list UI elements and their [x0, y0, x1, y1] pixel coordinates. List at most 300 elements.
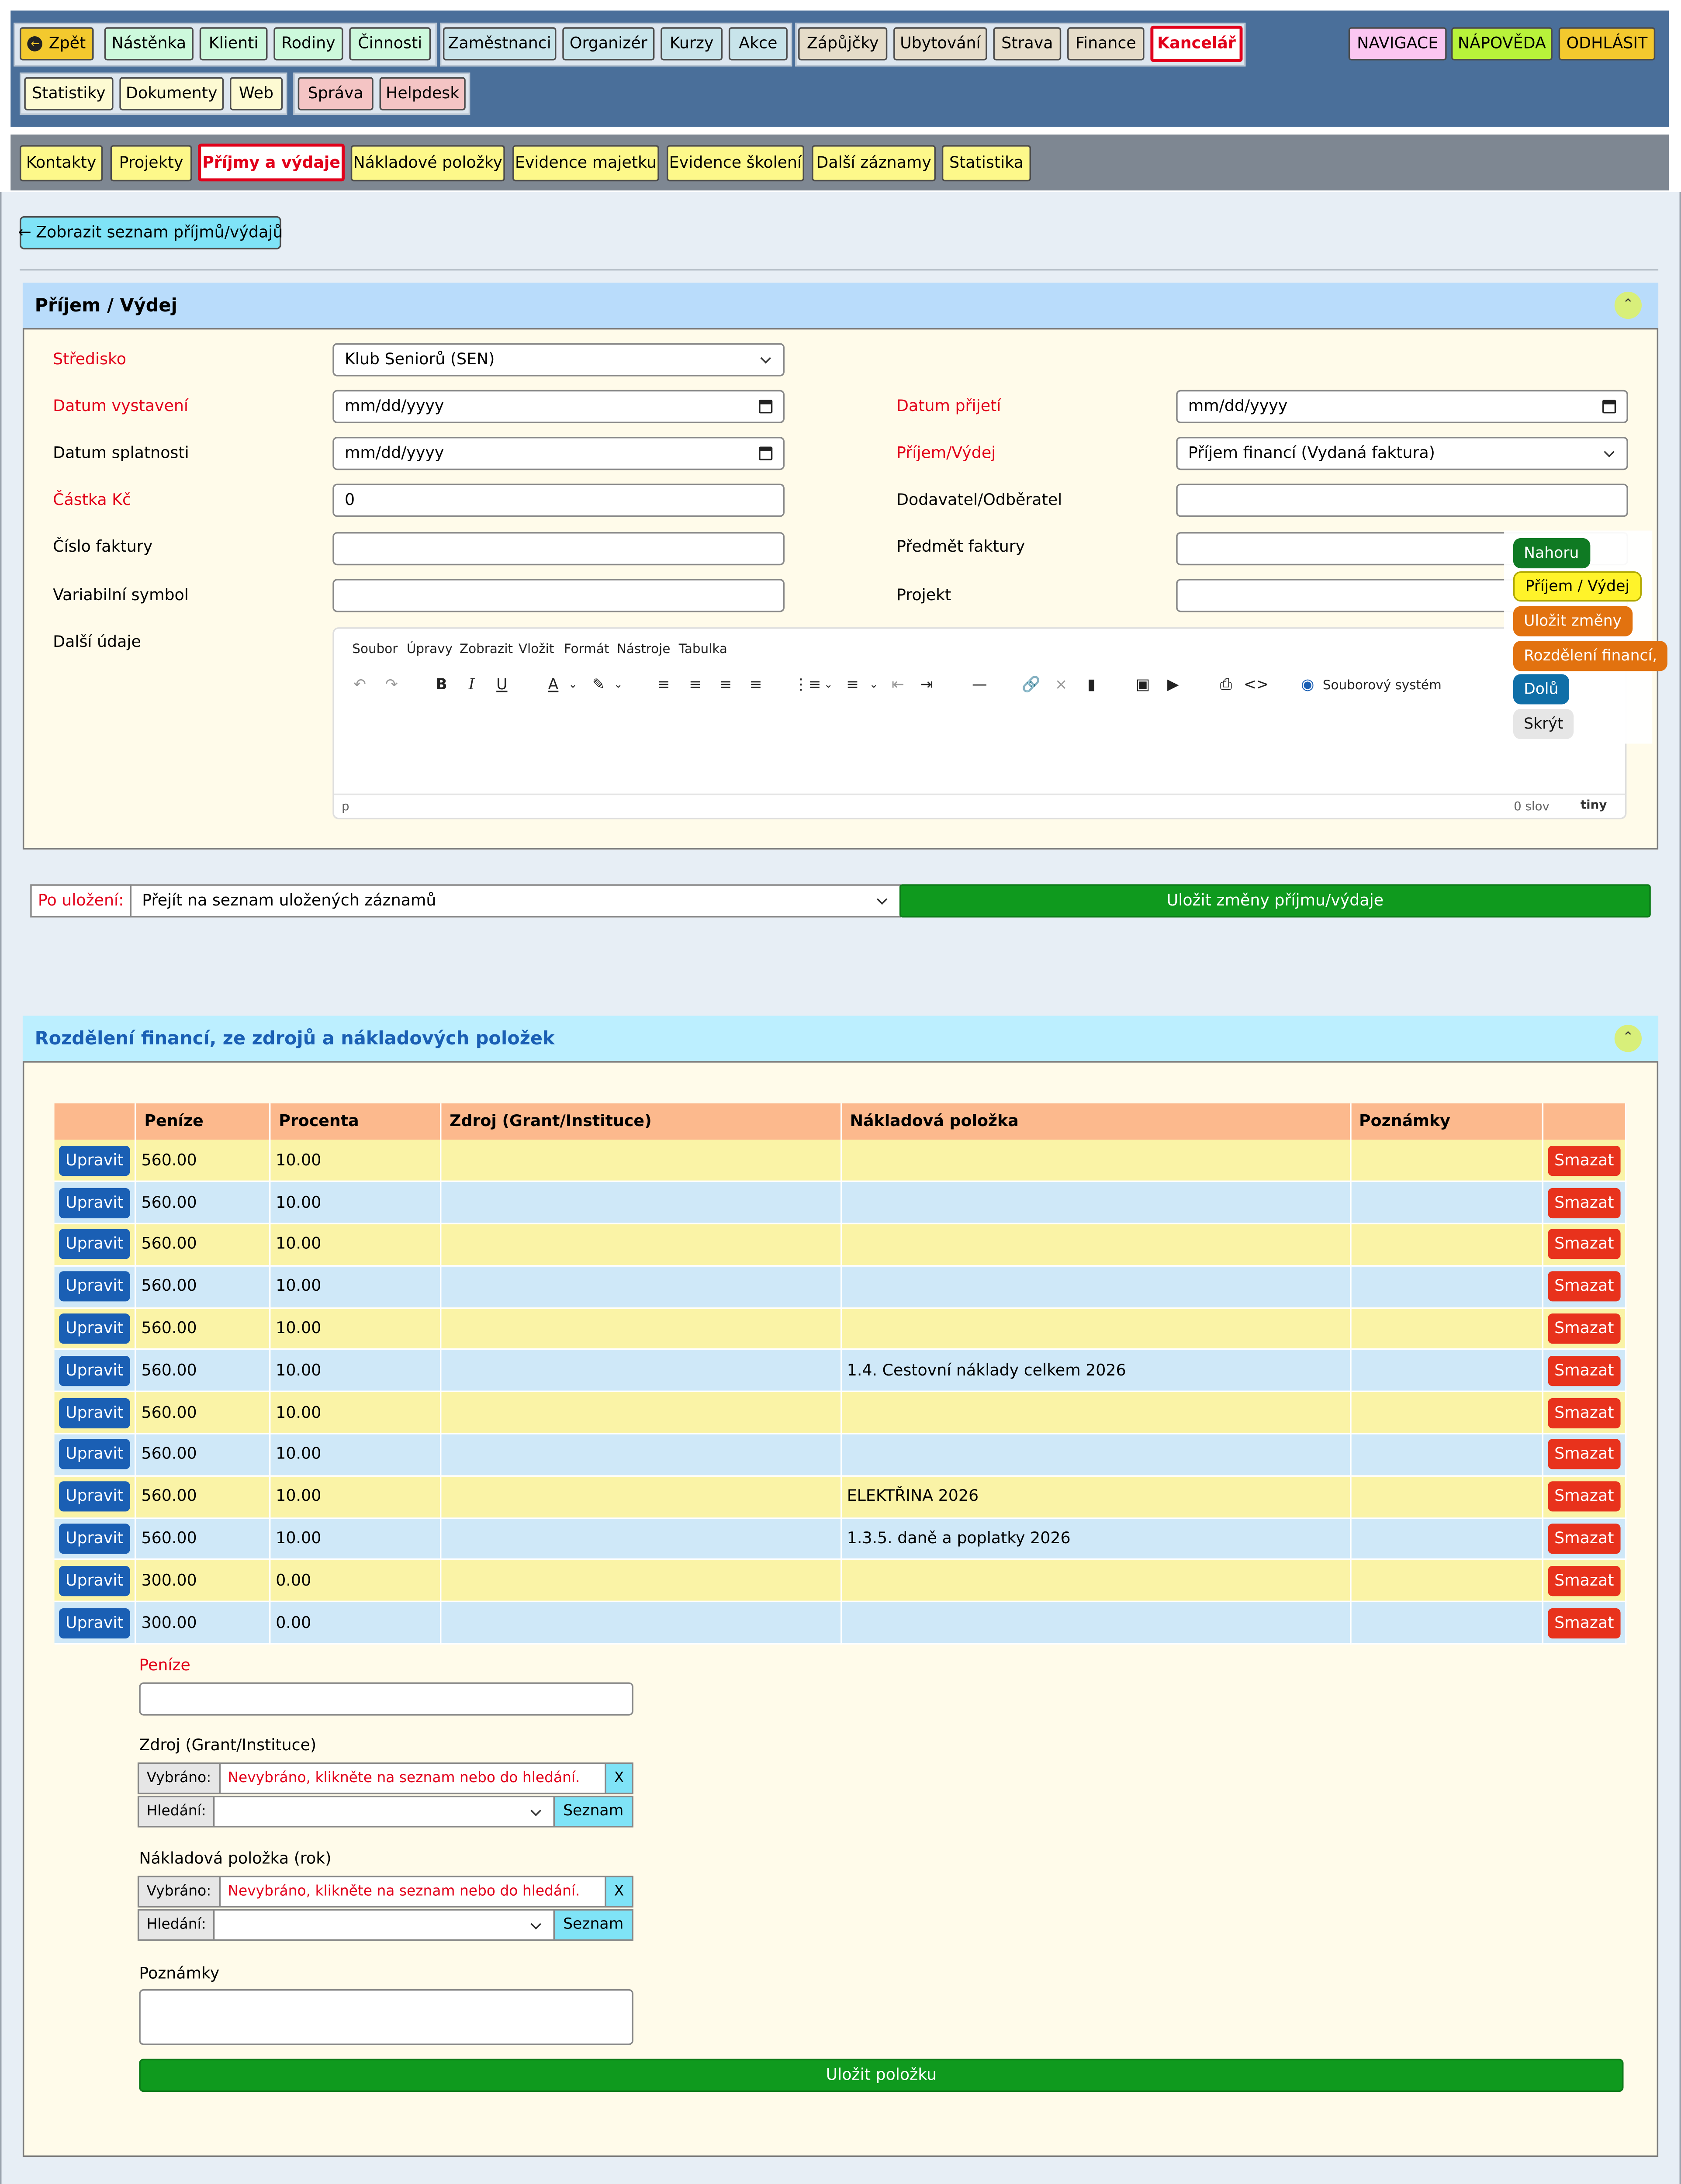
print-icon[interactable]: ⎙ — [1220, 676, 1232, 693]
cell-penize: 300.00 — [141, 1614, 197, 1632]
cell-procenta: 10.00 — [276, 1445, 322, 1464]
subnav-statistika[interactable] — [942, 145, 1031, 181]
input-variabilni-symbol[interactable] — [332, 579, 785, 612]
select-stredisko-value: Klub Seniorů (SEN) — [344, 350, 495, 369]
nav-organizer-label: Organizér — [569, 35, 647, 53]
table-cell — [1351, 1476, 1543, 1518]
table-row — [55, 1350, 1626, 1392]
zdroj-clear-button[interactable]: X — [605, 1764, 632, 1793]
table-cell — [842, 1140, 1351, 1182]
table-cell — [1543, 1434, 1626, 1476]
input-datum-splatnosti-value: mm/dd/yyyy — [344, 444, 444, 463]
chevron-down-icon[interactable]: ⌄ — [614, 678, 623, 691]
input-castka[interactable] — [332, 484, 785, 517]
underline-icon[interactable]: U — [496, 676, 508, 693]
save-item-label: Uložit položku — [826, 2066, 937, 2084]
nav-sprava[interactable] — [298, 77, 374, 110]
nav-zapujcky[interactable] — [798, 27, 887, 60]
highlight-icon[interactable]: ✎ — [592, 676, 605, 693]
cell-procenta: 0.00 — [276, 1614, 311, 1632]
table-cell — [842, 1308, 1351, 1350]
zdroj-vybrano-value: Nevybráno, klikněte na seznam nebo do hledání. — [220, 1764, 605, 1793]
table-cell — [842, 1266, 1351, 1308]
side-prijem-vydej[interactable] — [1513, 571, 1642, 601]
table-cell — [270, 1518, 441, 1560]
nav-helpdesk-label: Helpdesk — [386, 84, 460, 103]
cell-procenta: 10.00 — [276, 1151, 322, 1170]
save-changes-label: Uložit změny příjmu/výdaje — [1166, 892, 1384, 910]
label-datum-prijeti: Datum přijetí — [896, 397, 1001, 416]
side-ulozit-zmeny-label: Uložit změny — [1524, 613, 1622, 630]
table-cell — [1543, 1518, 1626, 1560]
table-cell — [270, 1308, 441, 1350]
edit-button[interactable]: Upravit — [59, 1230, 130, 1260]
editor-menu-vlozit[interactable]: Vložit — [518, 642, 554, 658]
col-delete — [1543, 1103, 1626, 1140]
subnav-kontakty-label: Kontakty — [26, 154, 97, 173]
help-label: NÁPOVĚDA — [1457, 35, 1546, 53]
table-cell — [1543, 1140, 1626, 1182]
align-right-icon[interactable]: ≡ — [719, 676, 732, 693]
input-datum-vystaveni[interactable] — [332, 390, 785, 423]
delete-button[interactable]: Smazat — [1548, 1145, 1620, 1175]
cell-nakladova-polozka: 1.3.5. daně a poplatky 2026 — [847, 1530, 1071, 1548]
edit-button[interactable]: Upravit — [59, 1398, 130, 1428]
table-row — [55, 1224, 1626, 1266]
col-penize: Peníze — [136, 1103, 270, 1140]
editor-menu-zobrazit[interactable]: Zobrazit — [459, 642, 513, 658]
delete-button[interactable]: Smazat — [1548, 1482, 1620, 1512]
subnav-projekty-label: Projekty — [119, 154, 183, 173]
subnav-evidence-majetku[interactable] — [512, 145, 659, 181]
cell-penize: 560.00 — [141, 1487, 197, 1506]
side-rozdeleni-label: Rozdělení financí, — [1524, 647, 1657, 664]
table-cell — [136, 1224, 270, 1266]
edit-button[interactable]: Upravit — [59, 1524, 130, 1554]
navigace-button[interactable] — [1349, 27, 1447, 60]
table-cell — [441, 1560, 842, 1602]
zdroj-vybrano-label: Vybráno: — [139, 1764, 220, 1793]
polozka-search — [138, 1909, 633, 1941]
edit-button[interactable]: Upravit — [59, 1482, 130, 1512]
side-dolu[interactable] — [1513, 674, 1569, 704]
cell-penize: 560.00 — [141, 1235, 197, 1254]
collapse-chevron-up-icon[interactable]: ⌃ — [1615, 1025, 1642, 1052]
media-icon[interactable]: ▶ — [1167, 676, 1179, 693]
help-button[interactable] — [1451, 27, 1553, 60]
table-cell — [136, 1308, 270, 1350]
edit-button[interactable]: Upravit — [59, 1272, 130, 1302]
label-dodavatel: Dodavatel/Odběratel — [896, 491, 1062, 510]
table-cell — [270, 1476, 441, 1518]
label-nakladova-polozka: Nákladová položka (rok) — [139, 1850, 332, 1869]
table-cell — [55, 1308, 136, 1350]
label-predmet-faktury: Předmět faktury — [896, 538, 1025, 556]
chevron-down-icon — [760, 353, 771, 363]
nav-akce[interactable] — [729, 27, 788, 60]
nav-klienti-label: Klienti — [208, 35, 259, 53]
subnav-dalsi-zaznamy-label: Další záznamy — [816, 154, 931, 173]
table-cell — [441, 1392, 842, 1434]
delete-button[interactable]: Smazat — [1548, 1272, 1620, 1302]
select-stredisko[interactable] — [332, 343, 785, 377]
cell-nakladova-polozka: ELEKTŘINA 2026 — [847, 1487, 979, 1506]
nav-zamestnanci[interactable] — [443, 27, 557, 60]
table-cell — [1543, 1392, 1626, 1434]
table-cell — [1351, 1434, 1543, 1476]
nav-finance-label: Finance — [1075, 35, 1136, 53]
table-cell — [55, 1560, 136, 1602]
table-row — [55, 1392, 1626, 1434]
subnav-kontakty[interactable] — [20, 145, 103, 181]
delete-button[interactable]: Smazat — [1548, 1608, 1620, 1638]
table-cell — [842, 1518, 1351, 1560]
divider — [20, 269, 1658, 270]
delete-button[interactable]: Smazat — [1548, 1188, 1620, 1218]
label-zdroj: Zdroj (Grant/Instituce) — [139, 1737, 317, 1755]
editor-menu-tabulka[interactable]: Tabulka — [678, 642, 727, 658]
polozka-search-select[interactable] — [215, 1911, 553, 1939]
table-cell — [270, 1140, 441, 1182]
edit-button[interactable]: Upravit — [59, 1356, 130, 1386]
table-cell — [55, 1182, 136, 1223]
table-cell — [270, 1602, 441, 1644]
table-row — [55, 1140, 1626, 1182]
side-skryt[interactable] — [1513, 709, 1574, 739]
nav-finance[interactable] — [1067, 27, 1144, 60]
nav-web-label: Web — [239, 84, 274, 103]
table-cell — [1351, 1308, 1543, 1350]
chevron-down-icon[interactable]: ⌄ — [869, 678, 879, 691]
col-actions — [55, 1103, 136, 1140]
editor-statusbar — [334, 794, 1625, 818]
table-cell — [1543, 1602, 1626, 1644]
cell-penize: 560.00 — [141, 1320, 197, 1338]
show-list-label: Zobrazit seznam příjmů/výdajů — [36, 224, 283, 242]
table-cell — [136, 1476, 270, 1518]
table-cell — [842, 1602, 1351, 1644]
cell-procenta: 10.00 — [276, 1320, 322, 1338]
cell-procenta: 10.00 — [276, 1530, 322, 1548]
subnav-statistika-label: Statistika — [949, 154, 1024, 173]
edit-button[interactable]: Upravit — [59, 1440, 130, 1470]
nav-statistiky[interactable] — [24, 77, 113, 110]
chevron-down-icon — [530, 1918, 541, 1928]
cell-procenta: 10.00 — [276, 1403, 322, 1422]
italic-icon[interactable]: I — [468, 676, 475, 693]
unlink-icon[interactable]: ⨯ — [1055, 676, 1068, 693]
after-save-select[interactable] — [130, 884, 901, 917]
delete-button[interactable]: Smazat — [1548, 1230, 1620, 1260]
editor-menu-format[interactable]: Formát — [564, 642, 609, 658]
input-datum-prijeti-value: mm/dd/yyyy — [1188, 397, 1288, 416]
table-cell — [1351, 1560, 1543, 1602]
nav-dokumenty[interactable] — [119, 77, 224, 110]
table-row — [55, 1266, 1626, 1308]
label-poznamky: Poznámky — [139, 1965, 220, 1984]
align-justify-icon[interactable]: ≡ — [749, 676, 762, 693]
bookmark-icon[interactable]: ▮ — [1087, 676, 1096, 693]
table-cell — [842, 1392, 1351, 1434]
delete-button[interactable]: Smazat — [1548, 1440, 1620, 1470]
table-cell — [55, 1266, 136, 1308]
side-ulozit-zmeny[interactable] — [1513, 606, 1633, 636]
cell-procenta: 10.00 — [276, 1278, 322, 1296]
nav-kurzy-label: Kurzy — [669, 35, 714, 53]
zdroj-search — [138, 1796, 633, 1828]
table-cell — [1351, 1266, 1543, 1308]
nav-zapujcky-label: Zápůjčky — [806, 35, 879, 53]
table-cell — [136, 1140, 270, 1182]
table-cell — [1351, 1140, 1543, 1182]
table-cell — [842, 1476, 1351, 1518]
table-cell — [1543, 1350, 1626, 1392]
table-cell — [1351, 1392, 1543, 1434]
nav-rodiny[interactable] — [273, 27, 343, 60]
save-changes-button[interactable] — [899, 884, 1651, 917]
table-cell — [1351, 1224, 1543, 1266]
editor-path: p — [342, 799, 349, 813]
nav-akce-label: Akce — [739, 35, 778, 53]
after-save-label: Po uložení: — [30, 884, 131, 917]
table-cell — [136, 1266, 270, 1308]
cell-penize: 300.00 — [141, 1572, 197, 1590]
subnav-evidence-majetku-label: Evidence majetku — [515, 154, 657, 173]
input-dodavatel[interactable] — [1176, 484, 1628, 517]
cell-procenta: 10.00 — [276, 1235, 322, 1254]
cell-penize: 560.00 — [141, 1362, 197, 1380]
textarea-poznamky[interactable] — [139, 1989, 633, 2045]
side-nahoru-label: Nahoru — [1524, 545, 1579, 562]
align-center-icon[interactable]: ≡ — [689, 676, 702, 693]
cell-penize: 560.00 — [141, 1278, 197, 1296]
input-datum-vystaveni-value: mm/dd/yyyy — [344, 397, 444, 416]
table-cell — [842, 1224, 1351, 1266]
zdroj-seznam-button[interactable]: Seznam — [553, 1797, 632, 1826]
delete-button[interactable]: Smazat — [1548, 1524, 1620, 1554]
nav-organizer[interactable] — [562, 27, 654, 60]
cell-procenta: 0.00 — [276, 1572, 311, 1590]
edit-button[interactable]: Upravit — [59, 1608, 130, 1638]
side-nahoru[interactable] — [1513, 538, 1590, 568]
side-rozdeleni[interactable] — [1513, 641, 1668, 671]
col-nakladova-polozka: Nákladová položka — [842, 1103, 1351, 1140]
table-cell — [842, 1560, 1351, 1602]
col-poznamky: Poznámky — [1351, 1103, 1543, 1140]
table-cell — [1351, 1602, 1543, 1644]
calendar-icon[interactable] — [759, 447, 772, 460]
col-zdroj: Zdroj (Grant/Instituce) — [441, 1103, 842, 1140]
chevron-down-icon[interactable]: ⌄ — [568, 678, 578, 691]
table-cell — [441, 1602, 842, 1644]
polozka-seznam-button[interactable]: Seznam — [553, 1911, 632, 1939]
label-cislo-faktury: Číslo faktury — [53, 538, 153, 556]
cell-procenta: 10.00 — [276, 1193, 322, 1212]
chevron-down-icon[interactable]: ⌄ — [824, 678, 833, 691]
logout-label: ODHLÁSIT — [1566, 35, 1648, 53]
nav-helpdesk[interactable] — [380, 77, 466, 110]
nav-sprava-label: Správa — [308, 84, 363, 103]
navigace-label: NAVIGACE — [1357, 35, 1439, 53]
input-castka-value: 0 — [344, 491, 355, 510]
side-dolu-label: Dolů — [1524, 681, 1559, 698]
table-row — [55, 1308, 1626, 1350]
nav-nastenka[interactable] — [104, 27, 194, 60]
table-cell — [441, 1434, 842, 1476]
nav-klienti[interactable] — [200, 27, 268, 60]
table-cell — [1351, 1518, 1543, 1560]
delete-button[interactable]: Smazat — [1548, 1356, 1620, 1386]
cell-penize: 560.00 — [141, 1151, 197, 1170]
side-skryt-label: Skrýt — [1524, 715, 1563, 733]
editor-menu-nastroje[interactable]: Nástroje — [616, 642, 671, 658]
filesystem-button[interactable]: Souborový systém — [1322, 678, 1442, 694]
table-cell — [55, 1350, 136, 1392]
polozka-selected — [138, 1876, 633, 1908]
nav-kancelar-label: Kancelář — [1157, 35, 1236, 53]
subnav-prijmy-vydaje[interactable] — [198, 144, 345, 182]
zdroj-hledani-label: Hledání: — [139, 1797, 215, 1826]
table-cell — [55, 1434, 136, 1476]
cell-penize: 560.00 — [141, 1530, 197, 1548]
bullet-list-icon[interactable]: ⋮≡ — [793, 676, 821, 693]
table-row — [55, 1560, 1626, 1602]
delete-button[interactable]: Smazat — [1548, 1566, 1620, 1596]
polozka-vybrano-value: Nevybráno, klikněte na seznam nebo do hledání. — [220, 1877, 605, 1906]
edit-button[interactable]: Upravit — [59, 1145, 130, 1175]
cell-nakladova-polozka: 1.4. Cestovní náklady celkem 2026 — [847, 1362, 1126, 1380]
label-datum-splatnosti: Datum splatnosti — [53, 444, 189, 463]
outdent-icon[interactable]: ⇤ — [891, 676, 904, 693]
chevron-down-icon — [530, 1805, 541, 1815]
zdroj-search-select[interactable] — [215, 1797, 553, 1826]
redo-icon[interactable]: ↷ — [385, 676, 398, 693]
table-cell — [842, 1182, 1351, 1223]
align-left-icon[interactable]: ≡ — [657, 676, 670, 693]
table-cell — [270, 1266, 441, 1308]
after-save-option: Přejít na seznam uložených záznamů — [142, 892, 436, 910]
table-row — [55, 1602, 1626, 1644]
label-variabilni-symbol: Variabilní symbol — [53, 586, 189, 605]
nav-rodiny-label: Rodiny — [281, 35, 336, 53]
select-prijem-vydej[interactable] — [1176, 437, 1628, 470]
table-cell — [441, 1350, 842, 1392]
nav-ubytovani[interactable] — [893, 27, 987, 60]
input-cislo-faktury[interactable] — [332, 532, 785, 565]
rich-text-editor — [332, 627, 1626, 819]
nav-web[interactable] — [230, 77, 283, 110]
cell-procenta: 10.00 — [276, 1362, 322, 1380]
cell-procenta: 10.00 — [276, 1487, 322, 1506]
delete-button[interactable]: Smazat — [1548, 1398, 1620, 1428]
code-icon[interactable]: <> — [1243, 676, 1269, 693]
nav-strava[interactable] — [993, 27, 1062, 60]
label-datum-vystaveni: Datum vystavení — [53, 397, 189, 416]
input-penize[interactable] — [139, 1682, 633, 1715]
text-color-icon[interactable]: A — [548, 676, 559, 693]
edit-button[interactable]: Upravit — [59, 1188, 130, 1218]
editor-menu-upravy[interactable]: Úpravy — [406, 642, 453, 658]
panel-header-rozdeleni — [23, 1016, 1658, 1061]
table-row — [55, 1476, 1626, 1518]
table-header-row — [55, 1103, 1626, 1140]
label-stredisko: Středisko — [53, 350, 126, 369]
polozka-clear-button[interactable]: X — [605, 1877, 632, 1906]
collapse-chevron-up-icon[interactable]: ⌃ — [1615, 292, 1642, 319]
input-datum-prijeti[interactable] — [1176, 390, 1628, 423]
cell-penize: 560.00 — [141, 1445, 197, 1464]
filesystem-icon[interactable]: ◉ — [1301, 676, 1314, 693]
subnav-evidence-skoleni[interactable] — [667, 145, 804, 181]
undo-icon[interactable]: ↶ — [353, 676, 367, 693]
nav-cinnosti[interactable] — [349, 27, 431, 60]
table-cell — [55, 1602, 136, 1644]
image-icon[interactable]: ▣ — [1135, 676, 1150, 693]
delete-button[interactable]: Smazat — [1548, 1313, 1620, 1344]
table-cell — [55, 1224, 136, 1266]
zdroj-selected — [138, 1762, 633, 1794]
calendar-icon[interactable] — [1602, 400, 1616, 413]
arrow-left-icon: ← — [18, 224, 31, 242]
bold-icon[interactable]: B — [436, 676, 447, 693]
link-icon[interactable]: 🔗 — [1021, 676, 1041, 693]
table-cell — [1543, 1182, 1626, 1223]
polozka-vybrano-label: Vybráno: — [139, 1877, 220, 1906]
editor-menu-soubor[interactable]: Soubor — [352, 642, 398, 658]
label-projekt: Projekt — [896, 586, 951, 605]
table-cell — [441, 1308, 842, 1350]
table-cell — [55, 1140, 136, 1182]
table-cell — [55, 1518, 136, 1560]
table-cell — [136, 1560, 270, 1602]
polozka-hledani-label: Hledání: — [139, 1911, 215, 1939]
panel-title-prijem-vydej: Příjem / Výdej — [35, 294, 177, 316]
table-cell — [136, 1392, 270, 1434]
numbered-list-icon[interactable]: ≡ — [846, 676, 859, 693]
nav-kancelar[interactable] — [1150, 26, 1242, 62]
calendar-icon[interactable] — [759, 400, 772, 413]
input-datum-splatnosti[interactable] — [332, 437, 785, 470]
logout-button[interactable] — [1559, 27, 1655, 60]
label-prijem-vydej: Příjem/Výdej — [896, 444, 996, 463]
subnav-dalsi-zaznamy[interactable] — [812, 145, 936, 181]
table-cell — [1543, 1266, 1626, 1308]
table-cell — [1351, 1350, 1543, 1392]
subnav-evidence-skoleni-label: Evidence školení — [669, 154, 802, 173]
nav-cinnosti-label: Činnosti — [358, 35, 422, 53]
subnav-projekty[interactable] — [111, 145, 192, 181]
show-list-button[interactable] — [20, 216, 281, 249]
label-castka: Částka Kč — [53, 491, 131, 510]
cell-penize: 560.00 — [141, 1403, 197, 1422]
edit-button[interactable]: Upravit — [59, 1313, 130, 1344]
subnav-nakladove-polozky[interactable] — [351, 145, 505, 181]
side-prijem-vydej-label: Příjem / Výdej — [1525, 578, 1630, 595]
indent-icon[interactable]: ⇥ — [920, 676, 933, 693]
save-item-button[interactable] — [139, 2059, 1623, 2092]
back-button[interactable] — [20, 27, 94, 60]
panel-header-prijem-vydej — [23, 283, 1658, 328]
nav-zamestnanci-label: Zaměstnanci — [448, 35, 551, 53]
select-prijem-vydej-value: Příjem financí (Vydaná faktura) — [1188, 444, 1435, 463]
nav-kurzy[interactable] — [661, 27, 723, 60]
table-cell — [842, 1350, 1351, 1392]
horizontal-line-icon[interactable]: — — [972, 676, 987, 693]
table-cell — [270, 1182, 441, 1223]
editor-word-count: 0 slov — [1514, 799, 1550, 813]
edit-button[interactable]: Upravit — [59, 1566, 130, 1596]
table-cell — [1351, 1182, 1543, 1223]
